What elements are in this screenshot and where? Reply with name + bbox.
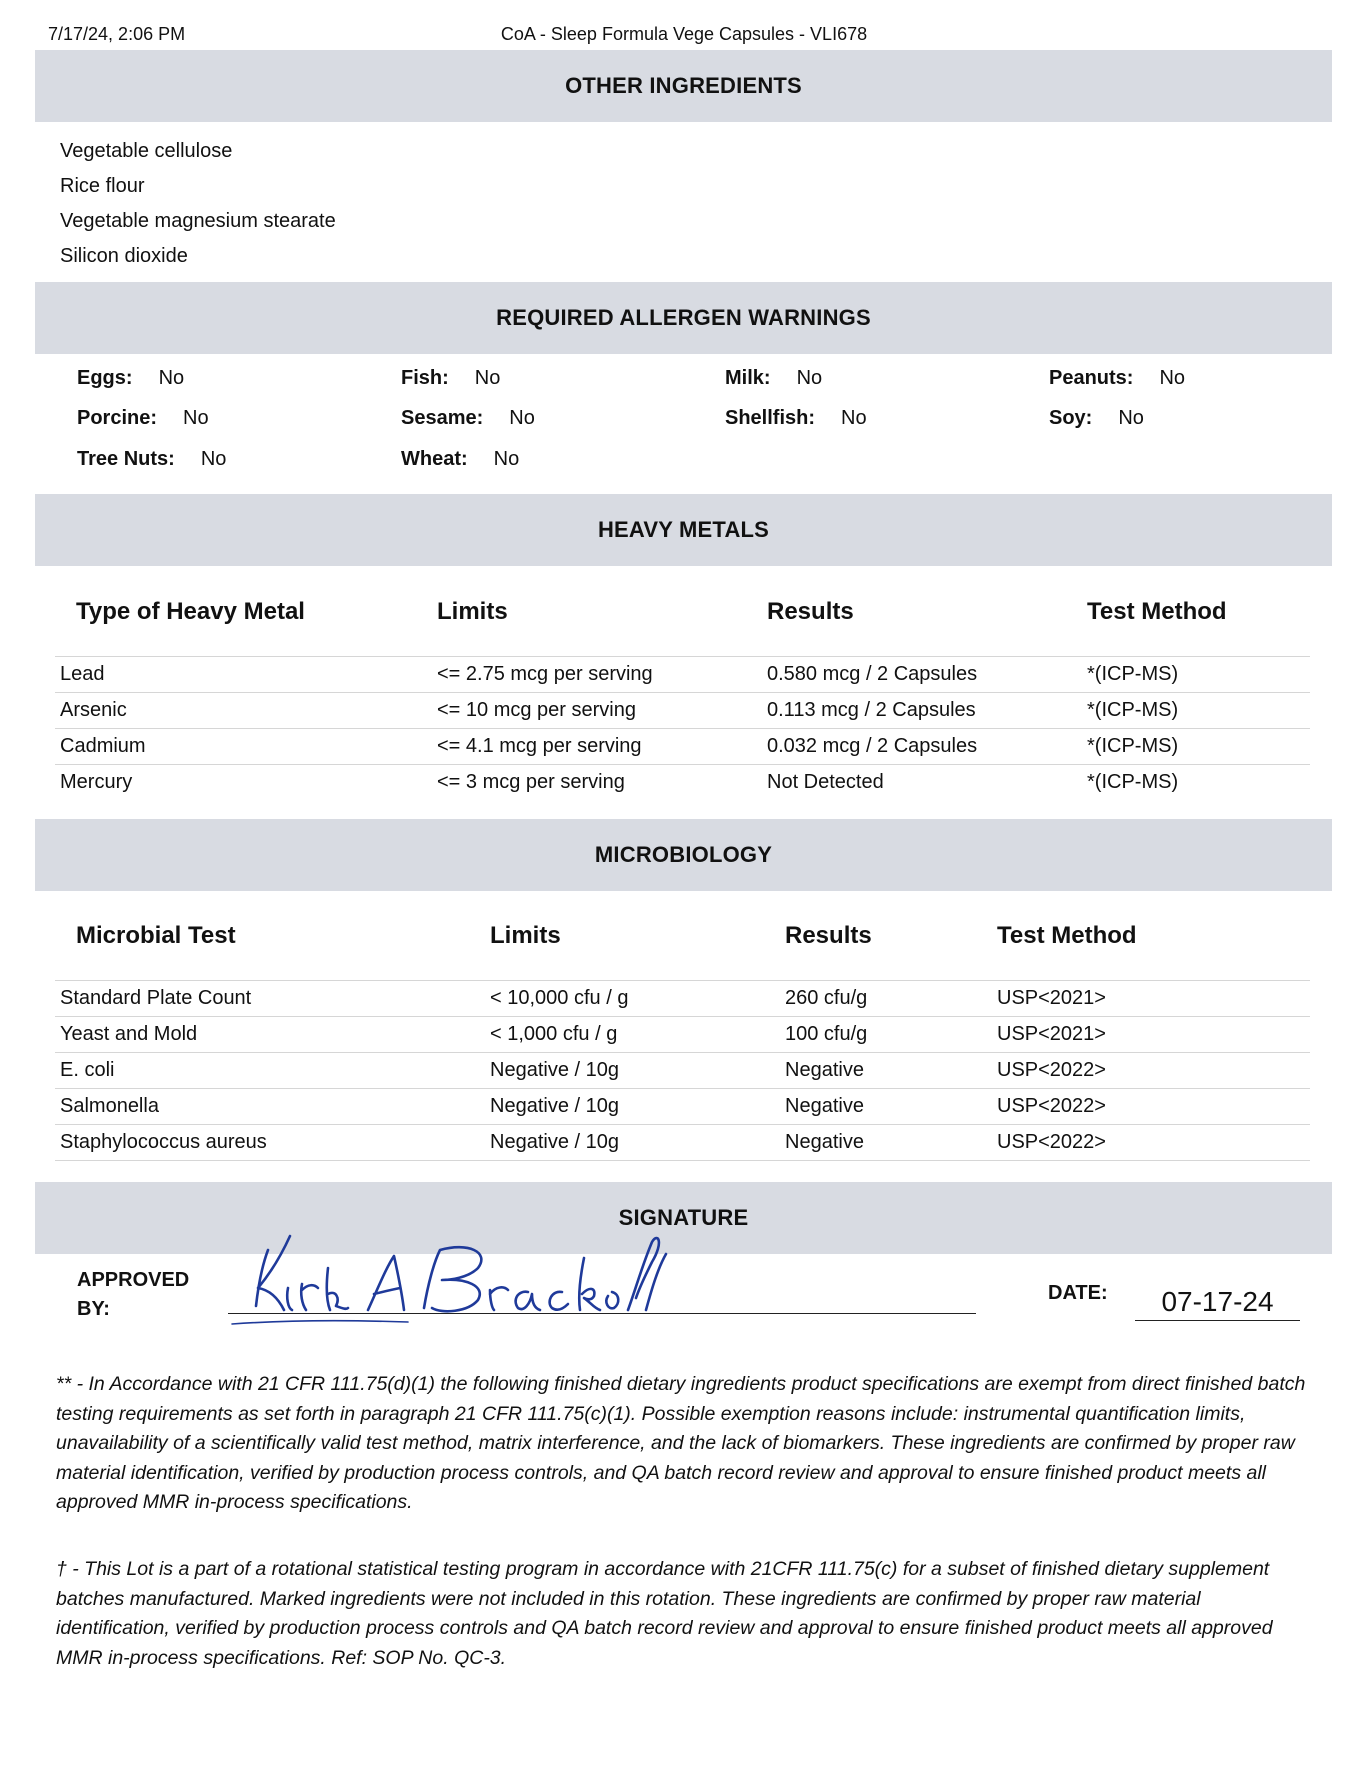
table-cell: Negative / 10g (485, 1053, 780, 1089)
allergen-label: Wheat: (401, 448, 468, 470)
table-cell: Cadmium (55, 729, 432, 765)
table-cell: < 1,000 cfu / g (485, 1017, 780, 1053)
table-cell: USP<2021> (992, 1017, 1310, 1053)
approved-label-line-1: APPROVED (77, 1269, 190, 1291)
table-cell: Lead (55, 657, 432, 693)
table-row (55, 981, 1310, 1017)
ingredient-item: Silicon dioxide (60, 245, 188, 267)
table-cell: <= 10 mcg per serving (432, 693, 762, 729)
allergen-value: No (474, 367, 501, 389)
table-cell: 0.113 mcg / 2 Capsules (762, 693, 1082, 729)
allergen-value: No (509, 407, 535, 429)
table-cell: 0.580 mcg / 2 Capsules (762, 657, 1082, 693)
table-cell: Negative / 10g (485, 1125, 780, 1161)
approved-by-label (77, 1266, 189, 1324)
table-cell: Negative (780, 1125, 992, 1161)
table-row (55, 1089, 1310, 1125)
allergen-label: Milk: (725, 367, 771, 389)
table-cell: <= 4.1 mcg per serving (432, 729, 762, 765)
allergen-label: Shellfish: (725, 407, 816, 429)
allergen-value: No (183, 407, 209, 429)
column-header: Limits (437, 598, 508, 625)
ingredients-list (60, 138, 336, 278)
table-cell: <= 3 mcg per serving (432, 765, 762, 801)
allergen-value: No (1159, 367, 1186, 389)
allergen-sesame (401, 407, 535, 430)
table-cell: USP<2022> (992, 1089, 1310, 1125)
signature-line (228, 1313, 976, 1314)
allergen-milk (725, 367, 822, 390)
table-cell: <= 2.75 mcg per serving (432, 657, 762, 693)
table-cell: Not Detected (762, 765, 1082, 801)
table-cell: USP<2021> (992, 981, 1310, 1017)
table-header-row (55, 922, 1310, 981)
allergen-fish (401, 367, 500, 390)
allergen-value: No (493, 448, 520, 470)
allergen-label: Soy: (1049, 407, 1093, 429)
allergen-value: No (796, 367, 823, 389)
allergen-label: Sesame: (401, 407, 484, 429)
section-header-allergens: REQUIRED ALLERGEN WARNINGS (35, 282, 1332, 354)
table-cell: Negative / 10g (485, 1089, 780, 1125)
section-header-other-ingredients: OTHER INGREDIENTS (35, 50, 1332, 122)
allergen-eggs (77, 367, 184, 390)
table-cell: Staphylococcus aureus (55, 1125, 485, 1161)
table-cell: 0.032 mcg / 2 Capsules (762, 729, 1082, 765)
column-header: Test Method (1087, 598, 1227, 625)
table-row (55, 1125, 1310, 1161)
allergen-label: Eggs: (77, 367, 133, 389)
allergen-value: No (200, 448, 227, 470)
table-row (55, 657, 1310, 693)
table-row (55, 765, 1310, 801)
table-cell: USP<2022> (992, 1053, 1310, 1089)
allergen-shellfish (725, 407, 867, 430)
table-cell: *(ICP-MS) (1082, 765, 1310, 801)
table-cell: *(ICP-MS) (1082, 657, 1310, 693)
section-header-microbiology: MICROBIOLOGY (35, 819, 1332, 891)
footnote-exemption: ** - In Accordance with 21 CFR 111.75(d)(1) the following finished dietary ingredients product specifications are exempt from direct finished batch testing requirements as set forth in paragraph 21 CFR 111.75(c)(1). Possible exemption reasons include: instrumental quantification limits, unavailability of a scientifically valid test method, matrix interference, and the lack of biomarkers. These ingredients are confirmed by proper raw material identification, verified by production process controls, and QA batch record review and approval to ensure finished product meets all approved MMR in-process specifications. (56, 1373, 1306, 1513)
column-header: Results (767, 598, 854, 625)
section-header-heavy-metals: HEAVY METALS (35, 494, 1332, 566)
ingredient-item: Vegetable cellulose (60, 140, 233, 162)
column-header: Test Method (997, 922, 1137, 949)
allergen-label: Porcine: (77, 407, 158, 429)
column-header: Type of Heavy Metal (76, 598, 305, 625)
allergen-value: No (1118, 407, 1144, 429)
table-header-row (55, 598, 1310, 657)
date-value: 07-17-24 (1135, 1286, 1300, 1321)
ingredient-item: Vegetable magnesium stearate (60, 210, 336, 232)
table-cell: *(ICP-MS) (1082, 729, 1310, 765)
allergen-tree-nuts (77, 448, 226, 471)
table-cell: E. coli (55, 1053, 485, 1089)
table-row (55, 1017, 1310, 1053)
table-cell: Yeast and Mold (55, 1017, 485, 1053)
allergen-label: Tree Nuts: (77, 448, 175, 470)
allergen-soy (1049, 407, 1144, 430)
allergen-value: No (158, 367, 185, 389)
allergen-porcine (77, 407, 209, 430)
table-row (55, 1053, 1310, 1089)
column-header: Microbial Test (76, 922, 236, 949)
print-header (48, 24, 1320, 48)
column-header: Limits (490, 922, 561, 949)
table-cell: Standard Plate Count (55, 981, 485, 1017)
allergen-label: Peanuts: (1049, 367, 1134, 389)
column-header: Results (785, 922, 872, 949)
microbiology-table (55, 922, 1310, 1161)
table-cell: Negative (780, 1089, 992, 1125)
table-cell: 260 cfu/g (780, 981, 992, 1017)
table-cell: 100 cfu/g (780, 1017, 992, 1053)
table-cell: Mercury (55, 765, 432, 801)
allergen-wheat (401, 448, 519, 471)
document-title: CoA - Sleep Formula Vege Capsules - VLI678 (500, 24, 868, 44)
table-cell: *(ICP-MS) (1082, 693, 1310, 729)
table-row (55, 729, 1310, 765)
table-cell: Salmonella (55, 1089, 485, 1125)
date-label: DATE: (1048, 1282, 1108, 1304)
table-cell: USP<2022> (992, 1125, 1310, 1161)
print-timestamp: 7/17/24, 2:06 PM (48, 24, 186, 44)
allergen-label: Fish: (401, 367, 449, 389)
table-cell: < 10,000 cfu / g (485, 981, 780, 1017)
ingredient-item: Rice flour (60, 175, 145, 197)
allergen-peanuts (1049, 367, 1185, 390)
footnote-rotational-testing: † - This Lot is a part of a rotational statistical testing program in accordance with 21CFR 111.75(c) for a subset of finished dietary supplement batches manufactured. Marked ingredients were not included in this rotation. These ingredients are confirmed by proper raw material identification, verified by production process controls and QA batch record review and approval to ensure finished product meets all approved MMR in-process specifications. Ref: SOP No. QC-3. (56, 1558, 1273, 1669)
heavy-metals-table (55, 598, 1310, 800)
section-header-signature: SIGNATURE (35, 1182, 1332, 1254)
table-row (55, 693, 1310, 729)
approved-label-line-2: BY: (77, 1298, 110, 1320)
allergen-value: No (841, 407, 867, 429)
table-cell: Negative (780, 1053, 992, 1089)
table-cell: Arsenic (55, 693, 432, 729)
